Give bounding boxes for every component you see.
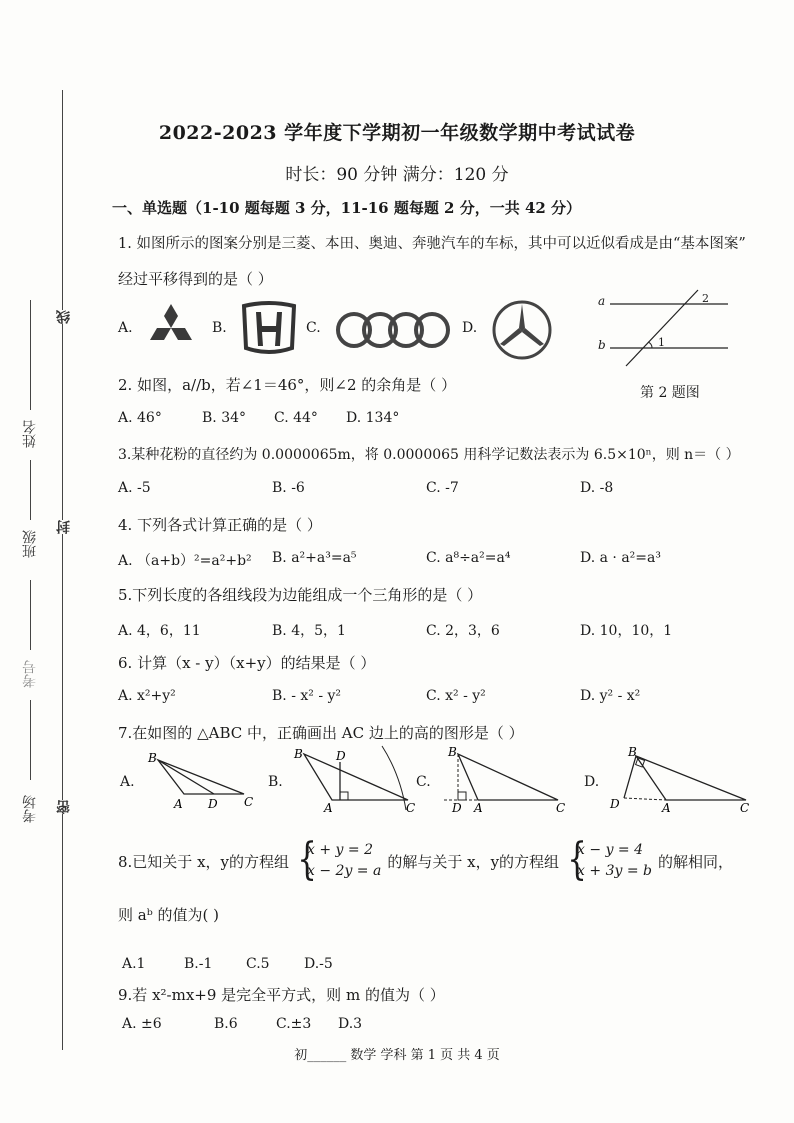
q7-figure-d <box>608 744 754 814</box>
q7-figure-c <box>440 744 570 814</box>
q1-line2: 经过平移得到的是（ ） <box>118 270 273 288</box>
room-blank-line <box>30 700 31 780</box>
q7a-label-a: A <box>174 797 183 811</box>
exam-subtitle: 时长：90 分钟 满分：120 分 <box>285 165 509 185</box>
q3-option-c: C. -7 <box>426 480 459 496</box>
q5-option-a: A. 4，6，11 <box>118 623 201 639</box>
q8-option-d: D.-5 <box>304 956 333 972</box>
page-footer: 初______ 数学 学科 第 1 页 共 4 页 <box>294 1048 500 1063</box>
q9-option-b: B.6 <box>214 1016 238 1032</box>
q5-stem: 5.下列长度的各组线段为边能组成一个三角形的是（ ） <box>118 586 483 604</box>
q8-option-b: B.-1 <box>184 956 213 972</box>
q9-stem: 9.若 x²-mx+9 是完全平方式，则 m 的值为（ ） <box>118 986 445 1004</box>
fig2-caption: 第 2 题图 <box>640 385 700 401</box>
fig2-label-a: a <box>598 294 606 308</box>
label-number: 考号 <box>22 660 38 688</box>
q8-sys2-eq1: { x − y = 4 <box>577 842 644 858</box>
q4-option-d: D. a · a²=a³ <box>580 550 661 566</box>
q1-option-b-label: B. <box>212 320 227 336</box>
q3-option-b: B. -6 <box>272 480 305 496</box>
parallel-lines-figure <box>592 288 732 368</box>
q7-option-c-label: C. <box>416 774 431 790</box>
q1-line1: 1. 如图所示的图案分别是三菱、本田、奥迪、奔驰汽车的车标，其中可以近似看成是由“基本图案” <box>118 236 746 252</box>
q7c-label-b: B <box>448 745 457 759</box>
q7b-label-d: D <box>336 749 346 763</box>
q2-option-b: B. 34° <box>202 410 247 426</box>
q7a-label-b: B <box>148 751 157 765</box>
fig2-angle-2: 2 <box>702 292 709 305</box>
q7-option-a-label: A. <box>120 774 135 790</box>
audi-logo-icon <box>334 310 452 350</box>
q2-stem: 2. 如图，a//b，若∠1＝46°，则∠2 的余角是（ ） <box>118 376 457 394</box>
q5-option-c: C. 2，3，6 <box>426 623 500 639</box>
margin-mi: 密 <box>56 800 72 814</box>
q7b-label-b: B <box>294 747 303 761</box>
q8-post: 的解相同， <box>657 852 733 871</box>
q1-option-a-label: A. <box>118 320 133 336</box>
q7d-label-b: B <box>628 745 637 759</box>
q4-stem: 4. 下列各式计算正确的是（ ） <box>118 516 322 534</box>
q8-option-c: C.5 <box>246 956 270 972</box>
q4-option-c: C. a⁸÷a²=a⁴ <box>426 550 511 566</box>
q6-option-a: A. x²+y² <box>118 688 176 704</box>
q2-option-c: C. 44° <box>274 410 318 426</box>
q9-option-d: D.3 <box>338 1016 363 1032</box>
q7-figure-b <box>290 744 420 814</box>
q7-option-d-label: D. <box>584 774 600 790</box>
q7b-label-c: C <box>406 801 416 814</box>
margin-feng: 封 <box>56 520 72 534</box>
q3-stem: 3.某种花粉的直径约为 0.0000065m，将 0.0000065 用科学记数法表示为 6.5×10ⁿ，则 n＝（ ） <box>118 447 740 463</box>
section-heading: 一、单选题（1-10 题每题 3 分，11-16 题每题 2 分，一共 42 分） <box>112 199 582 217</box>
q6-option-c: C. x² - y² <box>426 688 486 704</box>
q7d-label-c: C <box>740 801 750 814</box>
q1-option-c-label: C. <box>306 320 321 336</box>
label-name: 姓名 <box>22 420 38 448</box>
mitsubishi-logo-icon <box>142 302 200 354</box>
q3-option-d: D. -8 <box>580 480 614 496</box>
q4-option-b: B. a²+a³=a⁵ <box>272 550 357 566</box>
q8-mid: 的解与关于 x，y的方程组 <box>387 852 560 871</box>
q7a-label-d: D <box>208 797 218 811</box>
q5-option-b: B. 4，5，1 <box>272 623 346 639</box>
q8-line1 <box>118 840 733 882</box>
number-blank-line <box>30 580 31 650</box>
q7d-label-d: D <box>610 797 620 811</box>
fig2-label-b: b <box>598 338 606 352</box>
label-room: 考场 <box>22 795 38 823</box>
q7-figure-a <box>144 750 260 812</box>
q1-option-d-label: D. <box>462 320 478 336</box>
q7c-label-a: A <box>474 801 483 814</box>
label-class: 班级 <box>22 530 38 558</box>
q9-option-c: C.±3 <box>276 1016 312 1032</box>
q6-option-d: D. y² - x² <box>580 688 641 704</box>
class-blank-line <box>30 460 31 520</box>
q7c-label-d: D <box>452 801 462 814</box>
q2-option-d: D. 134° <box>346 410 400 426</box>
q5-option-d: D. 10，10，1 <box>580 623 673 639</box>
q8-sys2-eq2: x + 3y = b <box>577 863 652 879</box>
q7-stem: 7.在如图的 △ABC 中，正确画出 AC 边上的高的图形是（ ） <box>118 724 524 742</box>
q7-option-b-label: B. <box>268 774 283 790</box>
margin-xian: 线 <box>56 310 72 324</box>
q8-sys1-eq1: { x + y = 2 <box>307 842 373 858</box>
q9-option-a: A. ±6 <box>122 1016 162 1032</box>
q8-sys1-eq2: x − 2y = a <box>307 863 382 879</box>
fig2-angle-1: 1 <box>658 336 665 349</box>
q7a-label-c: C <box>244 795 254 809</box>
honda-logo-icon <box>238 300 300 358</box>
q8-line2: 则 aᵇ 的值为( ) <box>118 906 219 924</box>
q7d-label-a: A <box>662 801 671 814</box>
name-blank-line <box>30 300 31 410</box>
q6-option-b: B. - x² - y² <box>272 688 342 704</box>
q8-system-2 <box>565 840 652 882</box>
q8-pre: 8.已知关于 x，y的方程组 <box>118 852 290 871</box>
q2-option-a: A. 46° <box>118 410 162 426</box>
q3-option-a: A. -5 <box>118 480 151 496</box>
q7c-label-c: C <box>556 801 566 814</box>
exam-title: 2022-2023 学年度下学期初一年级数学期中考试试卷 <box>158 122 636 144</box>
q8-system-1 <box>295 840 381 882</box>
q7b-label-a: A <box>324 801 333 814</box>
q8-option-a: A.1 <box>122 956 146 972</box>
binding-line <box>62 90 63 1050</box>
q4-option-a: A. （a+b）²=a²+b² <box>118 553 252 569</box>
q6-stem: 6. 计算（x - y）（x+y）的结果是（ ） <box>118 654 376 672</box>
mercedes-logo-icon <box>490 298 554 362</box>
